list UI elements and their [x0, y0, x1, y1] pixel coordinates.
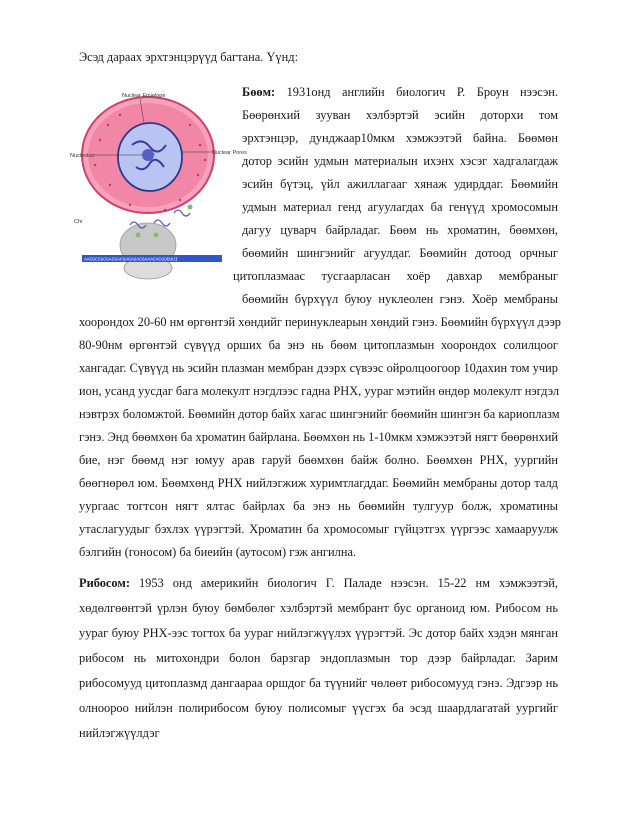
- nucleus-line: нэвтрэх боломжтой. Бөөмийн дотор байх хагас шингэнийг бөөмийн шингэн ба кариоплазм: [79, 407, 560, 421]
- label-nucleolus: Nucleolus: [70, 153, 95, 159]
- ribosome-line: рибосом нь митохондри болон барзгар эндоплазмын тор дээр байрладаг. Зарим: [79, 651, 558, 665]
- nucleus-line: гэнэ. Энд бөөмхөн ба хроматин байрлана. Бөөмхөн нь 1-10мкм хэмжээтэй нягт бөөрөнхий: [79, 430, 558, 444]
- nucleus-term: Бөөм:: [242, 85, 276, 99]
- nucleus-line: бэлгийн (гоносом) ба биеийн (аутосом) гэж ангилна.: [79, 545, 357, 559]
- ribosome-line: рибосомууд цитоплазмд дангаараа оршдог ба түүнийг чөлөөт рибосомууд гэнэ. Эдгээр нь: [79, 676, 558, 690]
- nucleus-line: удмын материал генд агуулагдах ба генүүд хромосомын: [242, 200, 558, 214]
- label-nuclear-pores: Nuclear Pores: [212, 150, 247, 156]
- ribosome-line: уураг буюу РНХ-ээс тогтох ба уураг нийлэгжүүлэх үүрэгтэй. Эс дотор байх хэдэн мянган: [79, 626, 558, 640]
- nucleus-line: хангадаг. Сүвүүд нь эсийн плазман мембран дээрх сүвээс ойролцоогоор 10дахин том учир: [79, 361, 558, 375]
- nucleus-text: 1931онд английн биологич Р. Броун нээсэн.: [275, 85, 558, 99]
- label-chr: Chr: [74, 219, 83, 225]
- cell-illustration: [70, 85, 250, 290]
- ribosome-line: нийлэгжүүлдэг: [79, 726, 160, 740]
- nucleus-line: Бөөрөнхий зууван хэлбэртэй эсийн доторхи том: [242, 108, 558, 122]
- nucleolus-shape: [142, 149, 154, 161]
- nucleus-line: бөөмийн шингэнийг агуулдаг. Бөөмийн дотоод орчныг: [242, 246, 558, 260]
- nucleus-line: дотор эсийн удмын материалын ихэнх хэсэг хадгалагдаж: [242, 154, 558, 168]
- ribosome-text: 1953 онд америкийн биологич Г. Паладе нээсэн. 15-22 нм хэмжээтэй,: [129, 576, 558, 590]
- intro-line: Эсэд дараах эрхтэнцэрүүд багтана. Үүнд:: [79, 50, 299, 64]
- nucleus-line: 80-90нм өргөнтэй сүвүүд орших ба энэ нь бөөм цитоплазмын хоорондох солилцоог: [79, 338, 558, 352]
- ribosome-line: хөдөлгөөнтэй үрлэн буюу бөмбөлөг хэлбэртэй мембрант бус органоид юм. Рибосом нь: [79, 601, 558, 615]
- nucleus-line: утаслагуудыг бэхлэх үүрэгтэй. Хроматин ба хромосомыг гүйцэтгэх үүргээс хамааруулж: [79, 522, 558, 536]
- nucleus-line: хоорондох 20-60 нм өргөнтэй хөндийг перинуклеарын хөндий гэнэ. Бөөмийн бүрхүүл дээр: [79, 315, 561, 329]
- nucleus-line: бөөмийн бүрхүүл буюу нуклеолен гэнэ. Хоёр мембраны: [242, 292, 558, 306]
- nucleus-line: уургаас тогтсон нягт ялтас байрлах ба энэ нь бөөмийн тулгуур болж, хроматины: [79, 499, 558, 513]
- ribosome-term: Рибосом:: [79, 576, 130, 590]
- ribosome-line-1: [79, 576, 558, 591]
- nucleus-line-1: [242, 85, 558, 100]
- nucleus-line: ион, усанд уусдаг бага молекулт нэгдлээс гадна РНХ, уураг мэтийн өндөр молекулт нэгдэл: [79, 384, 560, 398]
- nucleus-line: эсийн бүтэц, үйл ажиллагааг хянаж удирддаг. Бөөмийн: [242, 177, 558, 191]
- nucleus-line: цитоплазмаас тусгаарласан хоёр давхар мембраныг: [233, 269, 558, 283]
- nucleus-line: эрхтэнцэр, дунджаар10мкм хэмжээтэй байна. Бөөмөн: [242, 131, 558, 145]
- ribosome-line: олноороо нийлэн полирибосом буюу полисомыг үүсгэх ба эсэд шаардлагатай уургийг: [79, 701, 558, 715]
- label-ribosome-seq: AACGCCGCGACGACGAGAGACGAAACACGUGUUI: [84, 257, 178, 263]
- label-nuclear-envelope: Nuclear Envelope: [122, 93, 166, 99]
- nucleus-line: бөөгнөрөл юм. Бөөмхөнд РНХ нийлэгжиж хуримтлагддаг. Бөөмийн мембраны дотор талд: [79, 476, 558, 490]
- nucleus-line: бие, нэг бөөмд нэг юмуу арав гаруй бөөмхөн байж болно. Бөөмхөн РНХ, уургийн: [79, 453, 558, 467]
- nucleus-line: дагуу цуварч байрладаг. Бөөм нь хроматин, бөөмхөн,: [242, 223, 558, 237]
